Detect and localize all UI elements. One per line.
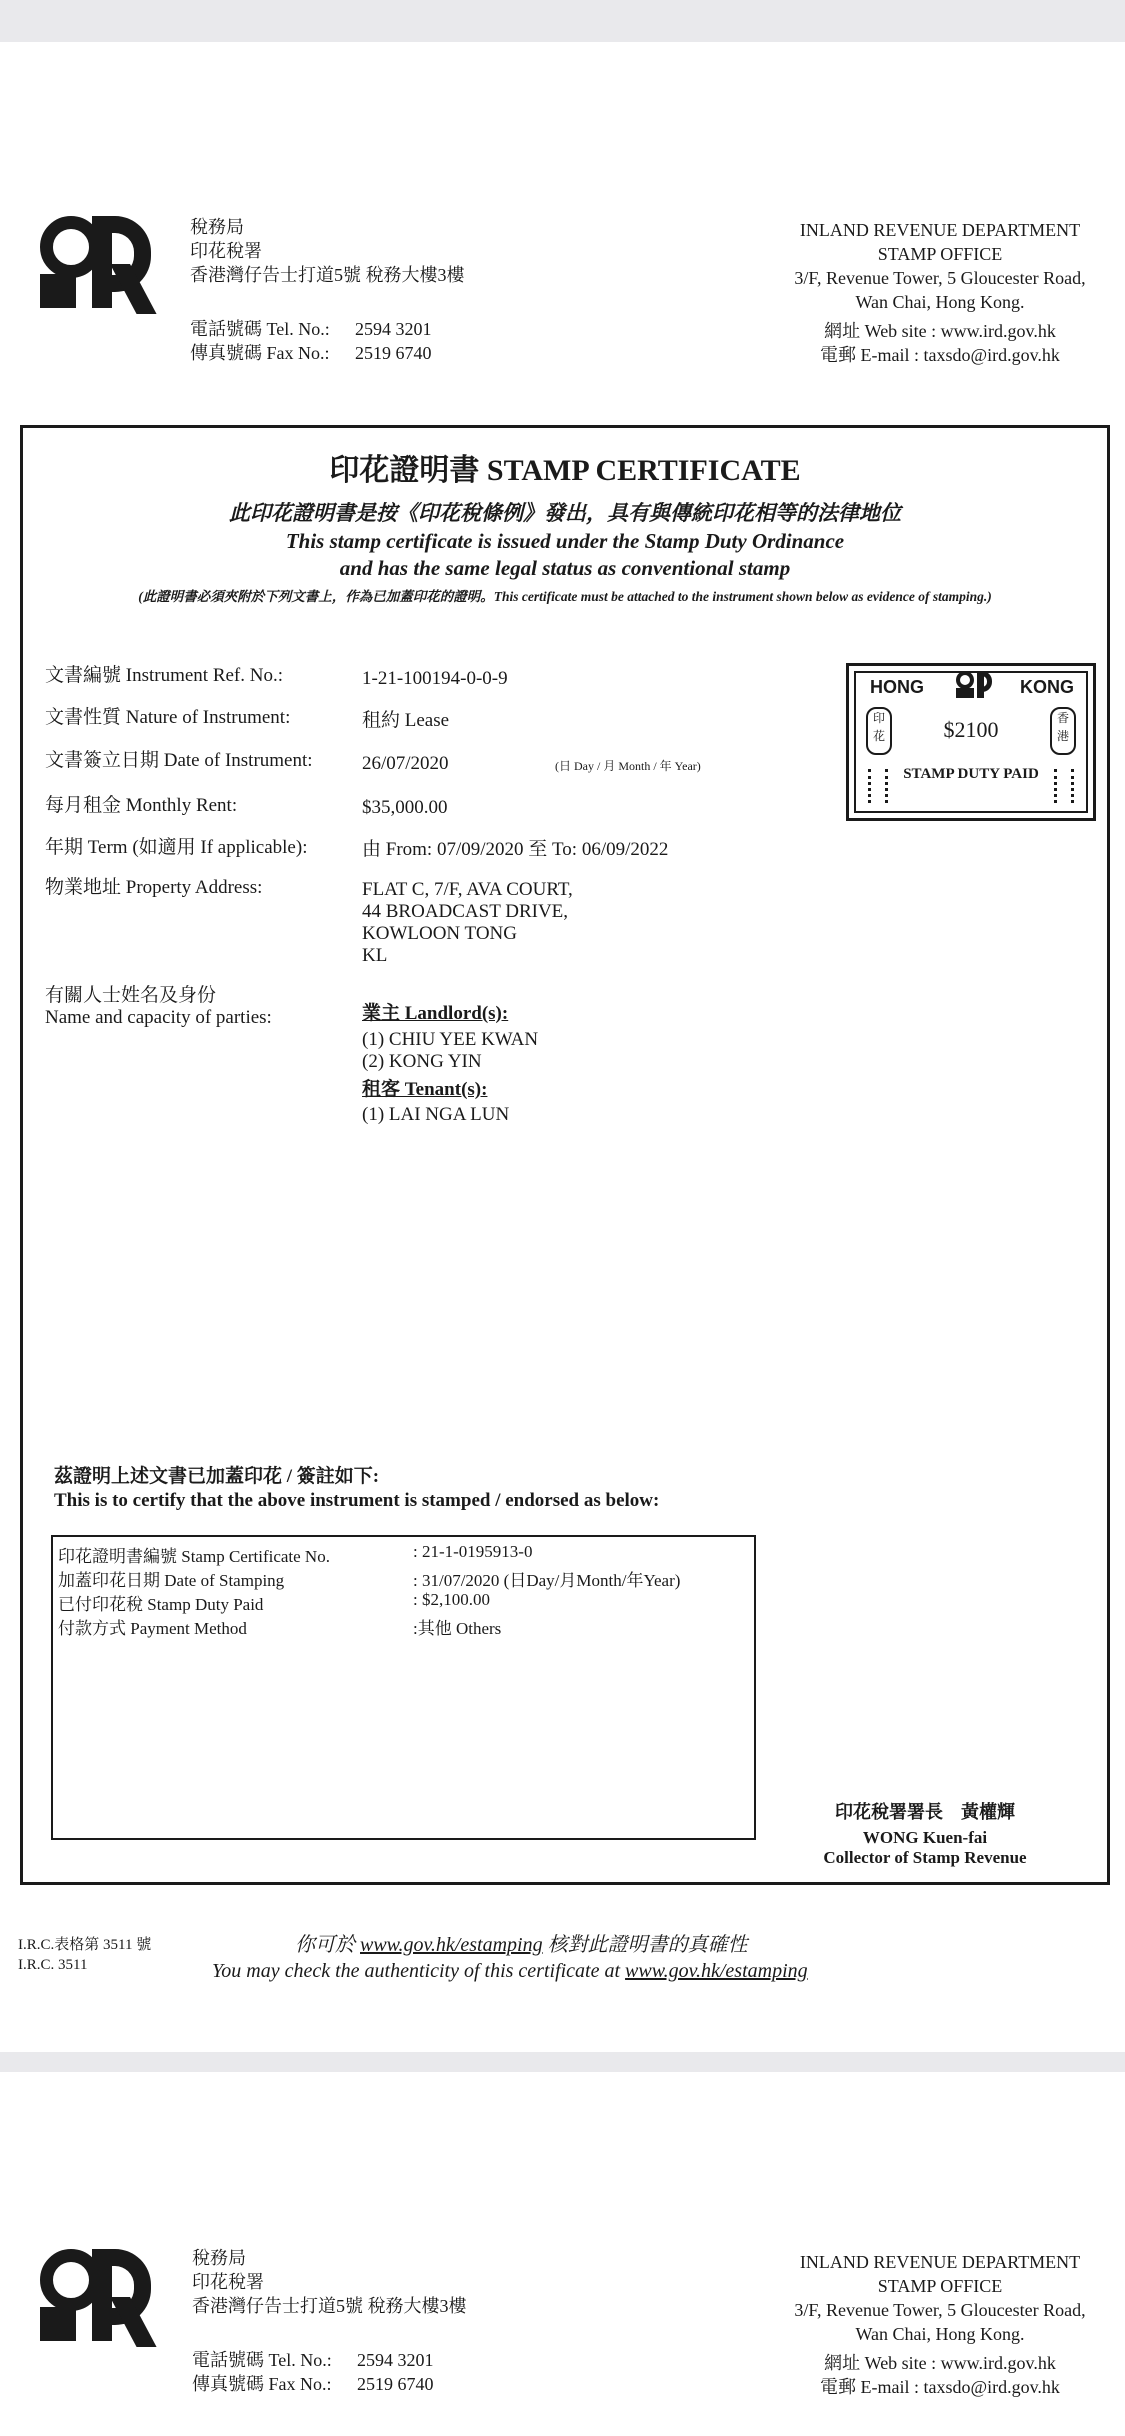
verify-en-prefix: You may check the authenticity of this certificate at: [212, 1960, 621, 1982]
address-label: 物業地址 Property Address:: [45, 877, 263, 898]
address-en-line2: Wan Chai, Hong Kong.: [855, 292, 1025, 312]
landlord-item: (1) CHIU YEE KWAN: [362, 1029, 539, 1050]
verify-note-zh: [295, 1928, 748, 1957]
tenant-item: (1) LAI NGA LUN: [362, 1104, 510, 1125]
email: 電郵 E-mail : taxsdo@ird.gov.hk: [820, 345, 1060, 365]
date-format-hint: (日 Day / 月 Month / 年 Year): [555, 759, 701, 773]
website: 網址 Web site : www.ird.gov.hk: [824, 321, 1056, 341]
stamp-paid-text: STAMP DUTY PAID: [903, 766, 1039, 782]
verify-zh-suffix: 核對此證明書的真確性: [547, 1934, 748, 1956]
address-en-line1: 3/F, Revenue Tower, 5 Gloucester Road,: [794, 2300, 1086, 2320]
fax-label: 傳真號碼 Fax No.:: [190, 343, 330, 363]
dept-name-zh: 稅務局: [192, 2248, 246, 2268]
website: 網址 Web site : www.ird.gov.hk: [824, 2353, 1056, 2373]
address-en-line2: Wan Chai, Hong Kong.: [855, 2324, 1025, 2344]
tel-label: 電話號碼 Tel. No.:: [192, 2350, 332, 2370]
verify-zh-prefix: 你可於: [295, 1934, 355, 1956]
certificate-note: (此證明書必須夾附於下列文書上，作為已加蓋印花的證明。This certificate must be attached to the instrument shown below as evidence of stamping.): [138, 589, 992, 604]
ird-logo: [40, 212, 150, 312]
certificate-subtitle-en-2: and has the same legal status as conventional stamp: [339, 556, 791, 580]
rent-value: $35,000.00: [362, 797, 448, 818]
certificate-title: 印花證明書 STAMP CERTIFICATE: [329, 454, 801, 487]
address-en-line1: 3/F, Revenue Tower, 5 Gloucester Road,: [794, 268, 1086, 288]
office-name-zh: 印花稅署: [192, 2272, 264, 2292]
stamp-cert-no-value: : 21-1-0195913-0: [413, 1542, 533, 1561]
dept-name-en: INLAND REVENUE DEPARTMENT: [799, 2252, 1081, 2272]
office-name-en: STAMP OFFICE: [877, 2276, 1003, 2296]
landlord-item: (2) KONG YIN: [362, 1051, 482, 1072]
fax-value: 2519 6740: [357, 2374, 434, 2394]
stamping-date-label: 加蓋印花日期 Date of Stamping: [58, 1571, 285, 1590]
tel-value: 2594 3201: [355, 319, 432, 339]
parties-label-en: Name and capacity of parties:: [45, 1007, 272, 1028]
certify-statement-en: This is to certify that the above instrument is stamped / endorsed as below:: [54, 1490, 660, 1511]
ref-value: 1-21-100194-0-0-9: [362, 668, 508, 689]
email: 電郵 E-mail : taxsdo@ird.gov.hk: [820, 2377, 1060, 2397]
stamp-kong: KONG: [1020, 677, 1074, 697]
stamp-chain-right: [1054, 769, 1074, 803]
fax-label: 傳真號碼 Fax No.:: [192, 2374, 332, 2394]
collector-title-en: Collector of Stamp Revenue: [823, 1848, 1027, 1867]
stamp-chain-left: [868, 769, 888, 803]
date-label: 文書簽立日期 Date of Instrument:: [45, 750, 313, 771]
address-zh: 香港灣仔告士打道5號 稅務大樓3樓: [190, 265, 465, 285]
duty-paid-value: : $2,100.00: [413, 1590, 490, 1609]
parties-label-zh: 有關人士姓名及身份: [45, 985, 217, 1006]
certificate-subtitle-zh: 此印花證明書是按《印花稅條例》發出，具有與傳統印花相等的法律地位: [229, 501, 901, 525]
property-address: FLAT C, 7/F, AVA COURT, 44 BROADCAST DRIVE, KOWLOON TONG KL: [362, 879, 573, 966]
stamp-duty-paid-stamp: [846, 663, 1096, 821]
stamp-amount: $2100: [943, 717, 999, 742]
term-label: 年期 Term (如適用 If applicable):: [45, 837, 308, 858]
stamp-ir-emblem: [956, 669, 990, 699]
landlord-heading: 業主 Landlord(s):: [362, 1003, 509, 1024]
ref-label: 文書編號 Instrument Ref. No.:: [45, 665, 284, 686]
dept-name-zh: 稅務局: [190, 217, 244, 237]
ird-logo: [40, 2245, 150, 2345]
certify-statement-zh: 茲證明上述文書已加蓋印花 / 簽註如下:: [54, 1466, 380, 1487]
estamping-link[interactable]: www.gov.hk/estamping: [360, 1934, 543, 1956]
page-gap: [0, 2052, 1125, 2072]
payment-method-value: :其他 Others: [413, 1619, 502, 1638]
stamp-cert-no-label: 印花證明書編號 Stamp Certificate No.: [58, 1547, 330, 1566]
tel-label: 電話號碼 Tel. No.:: [190, 319, 330, 339]
top-gap: [0, 0, 1125, 42]
stamping-date-value: : 31/07/2020 (日Day/月Month/年Year): [413, 1571, 681, 1590]
tel-value: 2594 3201: [357, 2350, 434, 2370]
verify-note-en: [212, 1960, 808, 1983]
collector-name-en: WONG Kuen-fai: [862, 1828, 988, 1847]
date-value: 26/07/2020: [362, 753, 449, 774]
estamping-link[interactable]: www.gov.hk/estamping: [625, 1960, 808, 1982]
stamp-side-left: 印花: [866, 707, 892, 755]
office-name-en: STAMP OFFICE: [877, 244, 1003, 264]
collector-title-zh: 印花稅署署長 黃權輝: [835, 1802, 1015, 1822]
term-value: 由 From: 07/09/2020 至 To: 06/09/2022: [362, 839, 669, 860]
form-number-en: I.R.C. 3511: [18, 1957, 88, 1973]
stamp-side-right: 香港: [1050, 707, 1076, 755]
fax-value: 2519 6740: [355, 343, 432, 363]
tenant-heading: 租客 Tenant(s):: [362, 1079, 488, 1100]
payment-method-label: 付款方式 Payment Method: [58, 1619, 247, 1638]
dept-name-en: INLAND REVENUE DEPARTMENT: [799, 220, 1081, 240]
nature-value: 租約 Lease: [362, 710, 450, 731]
certificate-subtitle-en-1: This stamp certificate is issued under the Stamp Duty Ordinance: [285, 529, 845, 553]
address-zh: 香港灣仔告士打道5號 稅務大樓3樓: [192, 2296, 467, 2316]
nature-label: 文書性質 Nature of Instrument:: [45, 707, 291, 728]
rent-label: 每月租金 Monthly Rent:: [45, 795, 238, 816]
office-name-zh: 印花稅署: [190, 241, 262, 261]
stamp-hong: HONG: [870, 677, 924, 697]
duty-paid-label: 已付印花稅 Stamp Duty Paid: [58, 1595, 264, 1614]
form-number-zh: I.R.C.表格第 3511 號: [18, 1937, 152, 1953]
